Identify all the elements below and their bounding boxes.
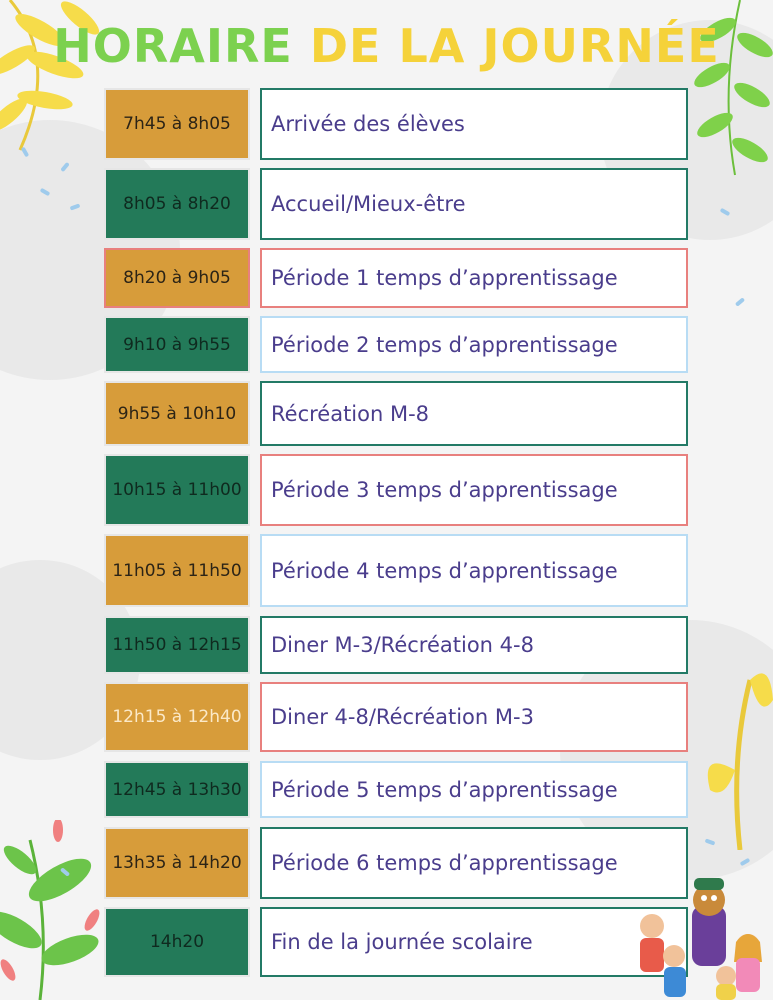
activity-label: Période 3 temps d’apprentissage (260, 454, 688, 526)
time-slot: 9h10 à 9h55 (104, 316, 250, 373)
schedule-row (104, 761, 688, 818)
schedule-row (104, 248, 688, 308)
schedule-row (104, 454, 688, 526)
activity-label: Diner M-3/Récréation 4-8 (260, 616, 688, 674)
activity-label: Récréation M-8 (260, 381, 688, 446)
schedule-row (104, 907, 688, 977)
time-slot: 8h20 à 9h05 (104, 248, 250, 308)
title-part-1: HORAIRE (53, 19, 293, 73)
time-slot: 8h05 à 8h20 (104, 168, 250, 240)
time-slot: 14h20 (104, 907, 250, 977)
schedule-row (104, 534, 688, 607)
time-slot: 12h15 à 12h40 (104, 682, 250, 752)
activity-label: Accueil/Mieux-être (260, 168, 688, 240)
activity-label: Période 5 temps d’apprentissage (260, 761, 688, 818)
decorative-dash (735, 297, 745, 306)
schedule-row (104, 682, 688, 752)
activity-label: Période 2 temps d’apprentissage (260, 316, 688, 373)
children-mascot-illustration (630, 876, 773, 1000)
activity-label: Arrivée des élèves (260, 88, 688, 160)
schedule-row (104, 381, 688, 446)
schedule-row (104, 827, 688, 899)
activity-label: Diner 4-8/Récréation M-3 (260, 682, 688, 752)
activity-label: Période 4 temps d’apprentissage (260, 534, 688, 607)
time-slot: 10h15 à 11h00 (104, 454, 250, 526)
schedule-row (104, 616, 688, 674)
time-slot: 13h35 à 14h20 (104, 827, 250, 899)
activity-label: Fin de la journée scolaire (260, 907, 688, 977)
green-red-plant-decoration (0, 820, 110, 1000)
schedule-row (104, 88, 688, 160)
time-slot: 9h55 à 10h10 (104, 381, 250, 446)
yellow-plant-decoration (700, 660, 773, 850)
time-slot: 11h05 à 11h50 (104, 534, 250, 607)
activity-label: Période 1 temps d’apprentissage (260, 248, 688, 308)
time-slot: 7h45 à 8h05 (104, 88, 250, 160)
time-slot: 11h50 à 12h15 (104, 616, 250, 674)
time-slot: 12h45 à 13h30 (104, 761, 250, 818)
activity-label: Période 6 temps d’apprentissage (260, 827, 688, 899)
schedule-row (104, 316, 688, 373)
schedule-row (104, 168, 688, 240)
title-part-2: DE LA JOURNÉE (309, 19, 720, 73)
page-title (0, 18, 773, 74)
